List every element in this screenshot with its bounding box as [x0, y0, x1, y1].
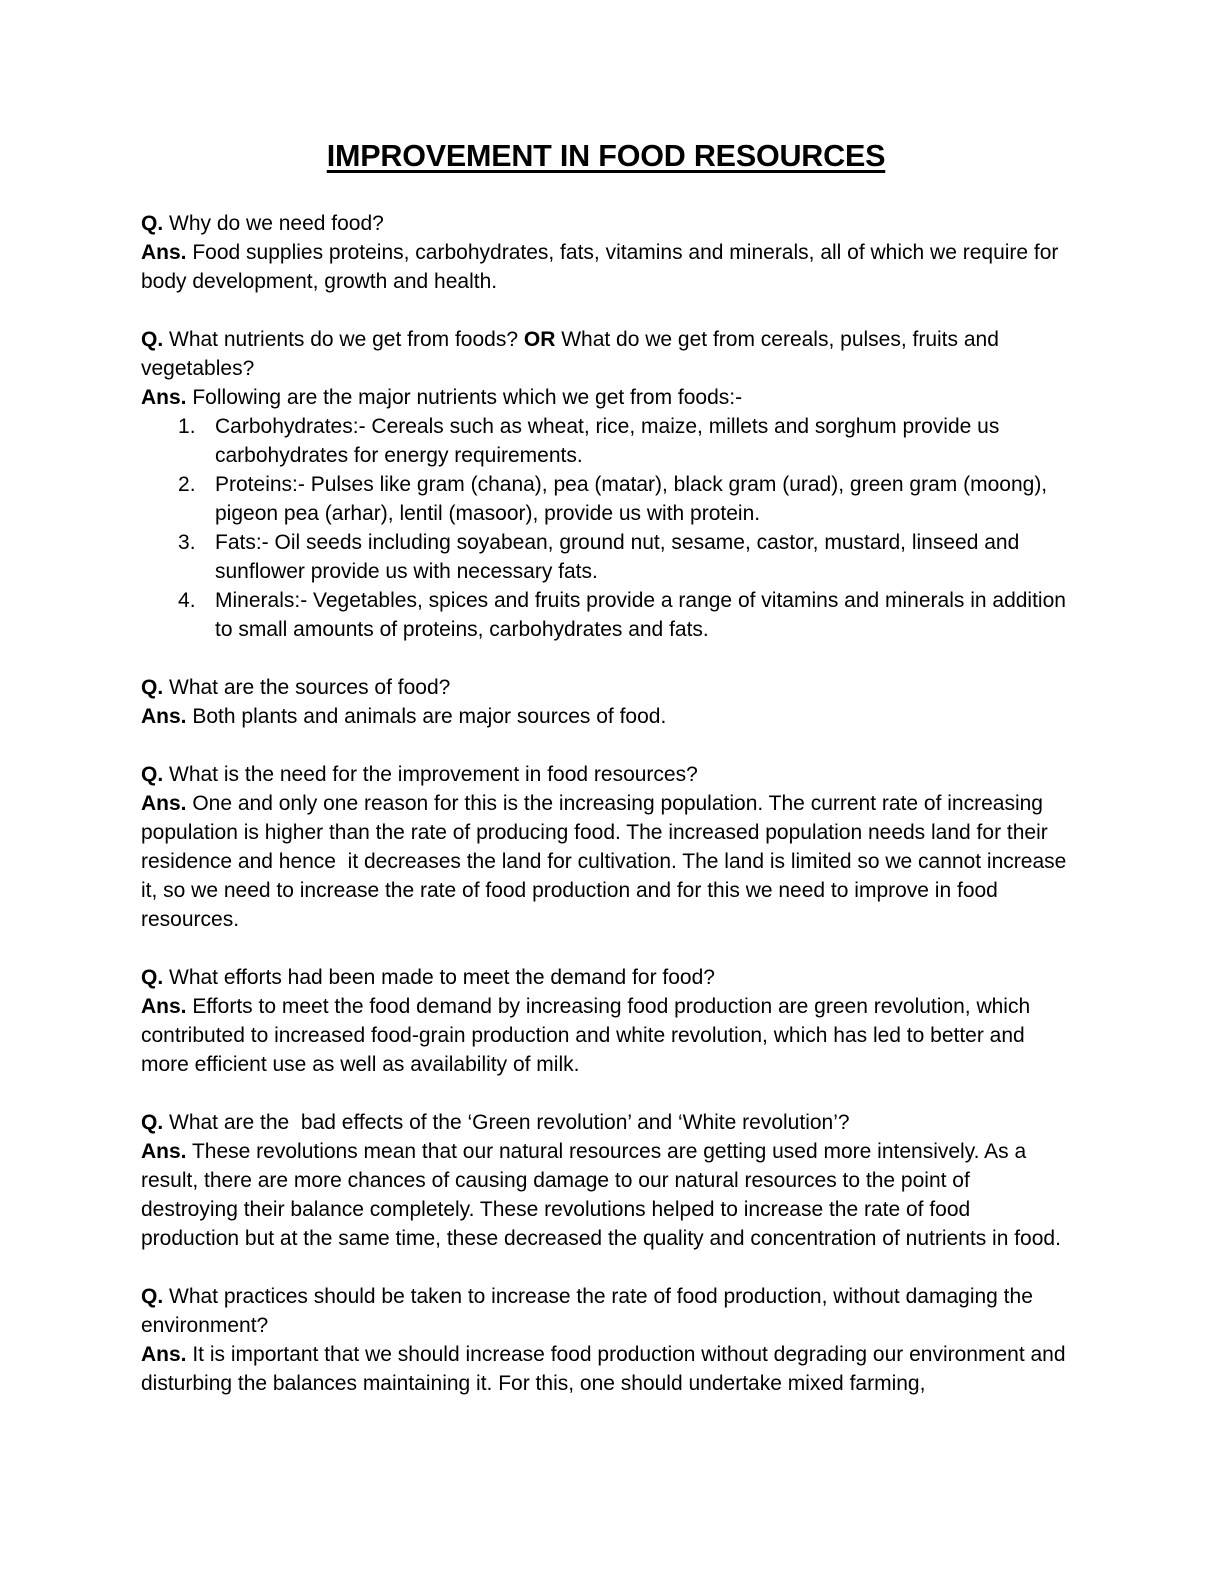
answer-label: Ans. — [141, 1342, 187, 1366]
question-label: Q. — [141, 965, 164, 989]
question-text: Why do we need food? — [163, 211, 384, 235]
answer-label: Ans. — [141, 994, 187, 1018]
answer-label: Ans. — [141, 385, 187, 409]
page-title: IMPROVEMENT IN FOOD RESOURCES — [326, 139, 886, 173]
question-text: What efforts had been made to meet the demand for food? — [163, 965, 715, 989]
answer-text: Both plants and animals are major sources of food. — [186, 704, 667, 728]
question-text-or: OR — [523, 327, 556, 351]
question-line — [141, 673, 1071, 702]
answer-label: Ans. — [141, 704, 187, 728]
answer-line — [141, 383, 1071, 412]
answer-line — [141, 238, 1071, 296]
qa-block — [141, 1108, 1071, 1253]
question-line — [141, 1282, 1071, 1340]
answer-text: One and only one reason for this is the increasing population. The current rate of increasing population is higher than the rate of producing food. The increased population needs land for their residence and hence it decreases the land for cultivation. The land is limited so we cannot increase it, so we need to increase the rate of food production and for this we need to improve in food resources. — [141, 791, 1073, 931]
qa-block — [141, 673, 1071, 731]
qa-block — [141, 325, 1071, 644]
question-text: What practices should be taken to increase the rate of food production, without damaging the environment? — [141, 1284, 1039, 1337]
question-label: Q. — [141, 762, 164, 786]
answer-line — [141, 992, 1071, 1079]
list-item: Proteins:- Pulses like gram (chana), pea (matar), black gram (urad), green gram (moong), pigeon pea (arhar), lentil (masoor), provide us with protein. — [215, 472, 1053, 525]
question-label: Q. — [141, 211, 164, 235]
qa-block — [141, 760, 1071, 934]
question-text-part1: What nutrients do we get from foods? — [163, 327, 524, 351]
question-label: Q. — [141, 327, 164, 351]
question-line — [141, 325, 1071, 383]
answer-line — [141, 789, 1071, 934]
answer-text: Food supplies proteins, carbohydrates, fats, vitamins and minerals, all of which we require for body development, growth and health. — [141, 240, 1065, 293]
answer-line — [141, 702, 1071, 731]
qa-block — [141, 963, 1071, 1079]
answer-line — [141, 1340, 1071, 1398]
question-label: Q. — [141, 1110, 164, 1134]
answer-label: Ans. — [141, 791, 187, 815]
question-label: Q. — [141, 1284, 164, 1308]
qa-block — [141, 1282, 1071, 1398]
question-text-part2: What do we get from cereals, pulses, fruits and vegetables? — [141, 327, 1005, 380]
list-item: Minerals:- Vegetables, spices and fruits provide a range of vitamins and minerals in addition to small amounts of proteins, carbohydrates and fats. — [215, 588, 1072, 641]
document-content — [141, 138, 1071, 1398]
question-text: What are the bad effects of the ‘Green revolution’ and ‘White revolution’? — [163, 1110, 850, 1134]
question-line — [141, 1108, 1071, 1137]
answer-text: It is important that we should increase food production without degrading our environment and disturbing the balances maintaining it. For this, one should undertake mixed farming, — [141, 1342, 1072, 1395]
question-line — [141, 760, 1071, 789]
question-text: What are the sources of food? — [163, 675, 451, 699]
answer-line — [141, 1137, 1071, 1253]
answer-label: Ans. — [141, 1139, 187, 1163]
question-line — [141, 963, 1071, 992]
list-item: Carbohydrates:- Cereals such as wheat, rice, maize, millets and sorghum provide us carbohydrates for energy requirements. — [215, 414, 1006, 467]
question-line — [141, 209, 1071, 238]
qa-block — [141, 209, 1071, 296]
list-item: Fats:- Oil seeds including soyabean, ground nut, sesame, castor, mustard, linseed and sunflower provide us with necessary fats. — [215, 530, 1026, 583]
question-label: Q. — [141, 675, 164, 699]
nutrient-list — [141, 412, 1071, 644]
answer-text: These revolutions mean that our natural resources are getting used more intensively. As a result, there are more chances of causing damage to our natural resources to the point of destroying their balance completely. These revolutions helped to increase the rate of food production but at the same time, these decreased the quality and concentration of nutrients in food. — [141, 1139, 1061, 1250]
question-text: What is the need for the improvement in food resources? — [163, 762, 698, 786]
answer-text: Efforts to meet the food demand by increasing food production are green revolution, which contributed to increased food-grain production and white revolution, which has led to better and more efficient use as well as availability of milk. — [141, 994, 1036, 1076]
answer-text: Following are the major nutrients which we get from foods:- — [186, 385, 743, 409]
answer-label: Ans. — [141, 240, 187, 264]
